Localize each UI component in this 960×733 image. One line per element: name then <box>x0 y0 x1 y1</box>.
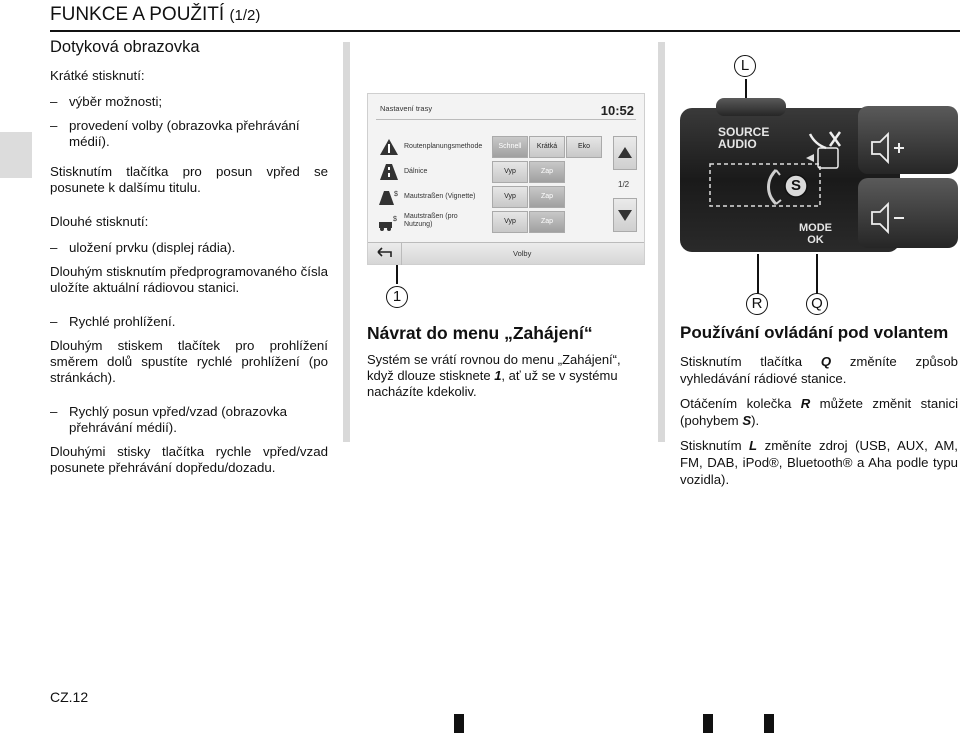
toll-road-icon <box>378 188 400 206</box>
paragraph: Dlouhým stisknutím předprogramovaného čísla uložíte aktuální rádiovou stanici. <box>50 264 328 295</box>
short-press-label: Krátké stisknutí: <box>50 68 145 83</box>
section-heading: Dotyková obrazovka <box>50 38 200 56</box>
option-button[interactable]: Zap <box>529 161 565 183</box>
triangle-up-icon <box>614 137 636 169</box>
section-heading: Používání ovládání pod volantem <box>680 323 949 342</box>
callout-l: L <box>734 55 756 77</box>
option-button[interactable]: Schnell <box>492 136 528 158</box>
screen-header: Nastavení trasy <box>380 104 433 113</box>
option-button[interactable]: Eko <box>566 136 602 158</box>
list-item: – provedení volby (obrazovka přehrávání médií). <box>50 118 328 150</box>
route-method-icon <box>378 138 400 156</box>
right-column <box>680 323 958 496</box>
scroll-up-button[interactable] <box>613 136 637 170</box>
route-settings-screen <box>367 93 645 265</box>
column-separator <box>343 42 350 442</box>
list-item: – výběr možnosti; <box>50 94 328 110</box>
screen-time: 10:52 <box>600 103 634 118</box>
title-rule <box>50 30 960 32</box>
crop-mark <box>703 714 713 733</box>
toll-usage-icon <box>378 213 400 231</box>
option-button[interactable]: Vyp <box>492 211 528 233</box>
long-press-label: Dlouhé stisknutí: <box>50 214 149 229</box>
middle-column <box>367 323 645 400</box>
motorway-icon <box>378 163 400 181</box>
left-column <box>50 37 328 494</box>
paragraph: Dlouhým stiskem tlačítek pro prohlížení směrem dolů spustíte rychlé prohlížení (po stránkách). <box>50 338 328 385</box>
source-audio-label: SOURCE AUDIO <box>718 125 770 151</box>
row-label: Mautstraßen (Vignette) <box>404 193 476 200</box>
list-item: – uložení prvku (displej rádia). <box>50 240 328 256</box>
paragraph: Dlouhými stisky tlačítka rychle vpřed/vzad posunete přehrávání dopředu/dozadu. <box>50 444 328 475</box>
back-arrow-icon <box>368 243 402 265</box>
side-tab-marker <box>0 132 32 178</box>
paragraph: Stisknutím L změníte zdroj (USB, AUX, AM, FM, DAB, iPod®, Bluetooth® a Aha podle typu vozidla). <box>680 438 958 487</box>
options-label[interactable]: Volby <box>513 249 532 258</box>
screen-row <box>376 161 598 183</box>
option-button[interactable]: Zap <box>529 186 565 208</box>
steering-control-illustration <box>680 96 960 254</box>
paragraph: Stisknutím tlačítka pro posun vpřed se posunete k dalšímu titulu. <box>50 164 328 195</box>
svg-text:$: $ <box>394 191 398 198</box>
screen-row <box>376 136 598 158</box>
crop-mark <box>454 714 464 733</box>
screen-bottom-bar <box>368 242 644 264</box>
list-item: – Rychlý posun vpřed/vzad (obrazovka přehrávání médií). <box>50 404 328 436</box>
page-indicator: 1/2 <box>618 180 630 189</box>
mode-ok-label: MODE OK <box>799 222 832 246</box>
column-separator <box>658 42 665 442</box>
triangle-down-icon <box>614 199 636 231</box>
svg-text:$: $ <box>393 216 397 223</box>
page-number: CZ.12 <box>50 689 89 705</box>
callout-line <box>396 265 398 284</box>
callout-1: 1 <box>386 286 408 308</box>
back-button[interactable] <box>368 243 402 265</box>
scroll-down-button[interactable] <box>613 198 637 232</box>
paragraph: Stisknutím tlačítka Q změníte způsob vyhledávání rádiové stanice. <box>680 354 959 386</box>
option-button[interactable]: Zap <box>529 211 565 233</box>
callout-r: R <box>746 293 768 315</box>
paragraph: Systém se vrátí rovnou do menu „Zahájení“, když dlouze stisknete 1, ať už se v systému nacházíte kdekoliv. <box>367 352 621 399</box>
option-button[interactable]: Krátká <box>529 136 565 158</box>
callout-line <box>757 254 759 294</box>
callout-q: Q <box>806 293 828 315</box>
option-button[interactable]: Vyp <box>492 161 528 183</box>
row-label: Mautstraßen (pro Nutzung) <box>404 213 458 228</box>
list-item: – Rychlé prohlížení. <box>50 314 328 330</box>
option-button[interactable]: Vyp <box>492 186 528 208</box>
paragraph: Otáčením kolečka R můžete změnit stanici (pohybem S). <box>680 396 958 428</box>
row-label: Routenplanungsmethode <box>404 143 483 150</box>
row-label: Dálnice <box>404 168 428 175</box>
section-heading: Návrat do menu „Zahájení“ <box>367 323 593 343</box>
crop-mark <box>764 714 774 733</box>
callout-line <box>816 254 818 294</box>
screen-divider <box>376 119 636 120</box>
screen-row <box>376 211 598 233</box>
callout-s: S <box>790 177 801 194</box>
page-title: FUNKCE A POUŽITÍ (1/2) <box>50 4 261 25</box>
screen-row <box>376 186 598 208</box>
